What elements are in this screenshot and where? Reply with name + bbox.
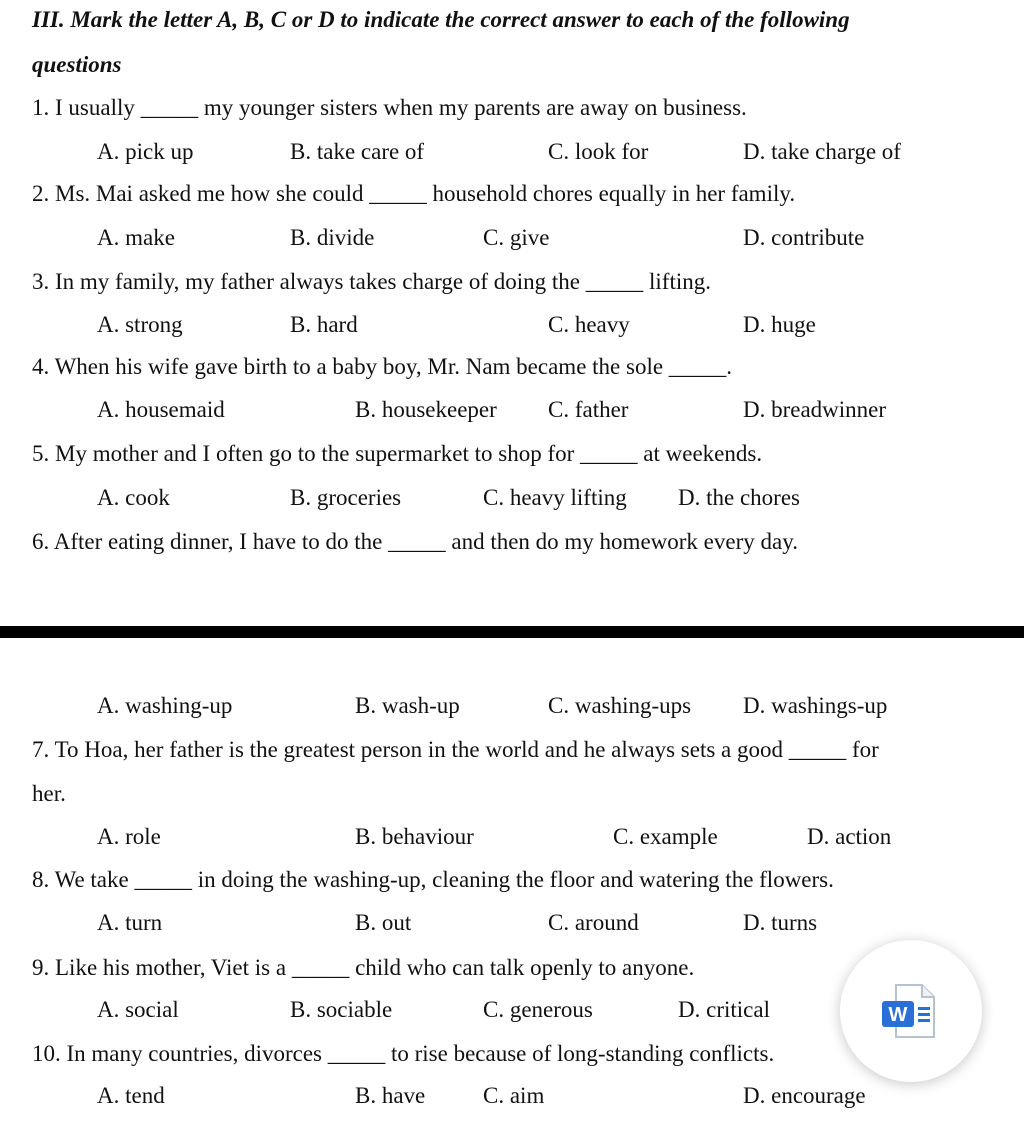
question-9: 9. Like his mother, Viet is a _____ child who can talk openly to anyone. [32,955,695,980]
question-7-cont: her. [32,781,66,806]
option-4d[interactable]: D. breadwinner [743,397,887,422]
option-10b[interactable]: B. have [355,1083,426,1108]
option-9a[interactable]: A. social [97,997,179,1022]
question-7: 7. To Hoa, her father is the greatest person in the world and he always sets a good _____ for [32,737,879,762]
word-document-button[interactable] [840,940,982,1082]
option-4b[interactable]: B. housekeeper [355,397,497,422]
option-9d[interactable]: D. critical [678,997,770,1022]
option-1d[interactable]: D. take charge of [743,139,901,164]
option-2b[interactable]: B. divide [290,225,375,250]
option-8a[interactable]: A. turn [97,910,163,935]
section-title-cont: questions [32,52,122,77]
option-4c[interactable]: C. father [548,397,629,422]
question-1: 1. I usually _____ my younger sisters when my parents are away on business. [32,95,747,120]
question-6: 6. After eating dinner, I have to do the _____ and then do my homework every day. [32,529,798,554]
option-8d[interactable]: D. turns [743,910,818,935]
option-5a[interactable]: A. cook [97,485,170,510]
option-7b[interactable]: B. behaviour [355,824,474,849]
option-9b[interactable]: B. sociable [290,997,393,1022]
option-10a[interactable]: A. tend [97,1083,165,1108]
question-2: 2. Ms. Mai asked me how she could _____ household chores equally in her family. [32,181,796,206]
option-6c[interactable]: C. washing-ups [548,693,692,718]
question-4: 4. When his wife gave birth to a baby boy, Mr. Nam became the sole _____. [32,354,733,379]
section-title: III. Mark the letter A, B, C or D to indicate the correct answer to each of the following [32,7,850,32]
option-2c[interactable]: C. give [483,225,550,250]
option-6d[interactable]: D. washings-up [743,693,888,718]
option-5c[interactable]: C. heavy lifting [483,485,627,510]
word-doc-icon [880,983,940,1039]
option-1c[interactable]: C. look for [548,139,649,164]
page-divider [0,626,1024,638]
option-6a[interactable]: A. washing-up [97,693,233,718]
option-8c[interactable]: C. around [548,910,639,935]
option-5b[interactable]: B. groceries [290,485,402,510]
svg-text:W: W [888,1004,908,1026]
question-3: 3. In my family, my father always takes charge of doing the _____ lifting. [32,269,711,294]
option-3c[interactable]: C. heavy [548,312,630,337]
option-9c[interactable]: C. generous [483,997,593,1022]
option-10c[interactable]: C. aim [483,1083,545,1108]
option-3b[interactable]: B. hard [290,312,358,337]
option-1b[interactable]: B. take care of [290,139,425,164]
option-4a[interactable]: A. housemaid [97,397,225,422]
option-5d[interactable]: D. the chores [678,485,800,510]
option-6b[interactable]: B. wash-up [355,693,460,718]
question-8: 8. We take _____ in doing the washing-up, cleaning the floor and watering the flowers. [32,867,834,892]
option-8b[interactable]: B. out [355,910,412,935]
question-5: 5. My mother and I often go to the supermarket to shop for _____ at weekends. [32,441,763,466]
option-7c[interactable]: C. example [613,824,718,849]
option-10d[interactable]: D. encourage [743,1083,866,1108]
option-7a[interactable]: A. role [97,824,161,849]
option-3a[interactable]: A. strong [97,312,183,337]
option-2d[interactable]: D. contribute [743,225,865,250]
option-7d[interactable]: D. action [807,824,892,849]
option-3d[interactable]: D. huge [743,312,816,337]
option-1a[interactable]: A. pick up [97,139,194,164]
question-10: 10. In many countries, divorces _____ to rise because of long-standing conflicts. [32,1041,775,1066]
option-2a[interactable]: A. make [97,225,175,250]
